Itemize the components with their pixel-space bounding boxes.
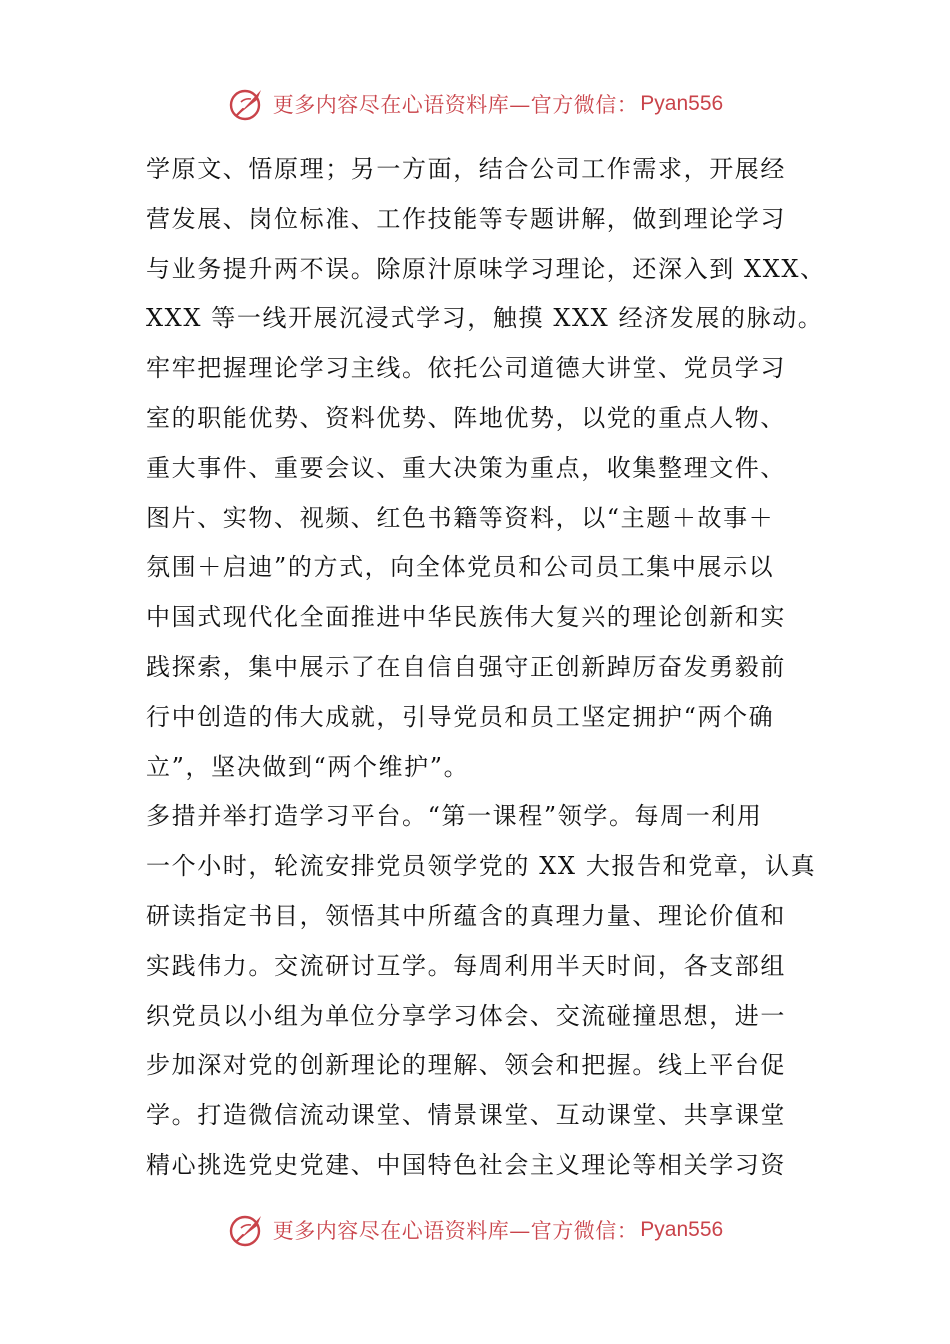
body-line: 重大事件、重要会议、重大决策为重点，收集整理文件、 [146, 453, 786, 482]
body-line: 精心挑选党史党建、中国特色社会主义理论等相关学习资 [146, 1150, 786, 1179]
header-brand-text: 更多内容尽在心语资料库—官方微信： [272, 93, 639, 117]
body-line: 研读指定书目，领悟其中所蕴含的真理力量、理论价值和 [146, 901, 786, 930]
body-line: 实践伟力。交流研讨互学。每周利用半天时间，各支部组 [146, 951, 786, 980]
body-line: 室的职能优势、资料优势、阵地优势，以党的重点人物、 [146, 403, 786, 432]
body-line: 氛围＋启迪”的方式，向全体党员和公司员工集中展示以 [146, 553, 775, 582]
body-line: 立”，坚决做到“两个维护”。 [146, 752, 470, 781]
body-line: 营发展、岗位标准、工作技能等专题讲解，做到理论学习 [146, 204, 786, 233]
quill-logo-icon [227, 1210, 267, 1250]
quill-logo-icon [227, 84, 267, 124]
footer-wechat-id: Pyan556 [640, 1218, 724, 1241]
header-wechat-id: Pyan556 [640, 92, 724, 115]
body-line: XXX 等一线开展沉浸式学习，触摸 XXX 经济发展的脉动。 [146, 304, 824, 333]
body-line: 图片、实物、视频、红色书籍等资料，以“主题＋故事＋ [146, 503, 775, 532]
body-line: 步加深对党的创新理论的理解、领会和把握。线上平台促 [146, 1051, 786, 1080]
body-line: 行中创造的伟大成就，引导党员和员工坚定拥护“两个确 [146, 702, 775, 731]
footer-banner [0, 1208, 950, 1252]
body-line: 中国式现代化全面推进中华民族伟大复兴的理论创新和实 [146, 603, 786, 632]
body-line: 学。打造微信流动课堂、情景课堂、互动课堂、共享课堂 [146, 1101, 786, 1130]
body-line: 一个小时，轮流安排党员领学党的 XX 大报告和党章，认真 [146, 852, 817, 881]
document-body [146, 145, 826, 1191]
body-line: 织党员以小组为单位分享学习体会、交流碰撞思想，进一 [146, 1001, 786, 1030]
body-line: 与业务提升两不误。除原汁原味学习理论，还深入到 XXX、 [146, 254, 826, 283]
footer-brand-text: 更多内容尽在心语资料库—官方微信： [272, 1219, 639, 1243]
body-line: 牢牢把握理论学习主线。依托公司道德大讲堂、党员学习 [146, 354, 786, 383]
body-line: 多措并举打造学习平台。“第一课程”领学。每周一利用 [146, 802, 763, 831]
body-line: 学原文、悟原理；另一方面，结合公司工作需求，开展经 [146, 155, 786, 183]
header-banner [0, 82, 950, 126]
body-line: 践探索，集中展示了在自信自强守正创新踔厉奋发勇毅前 [146, 652, 786, 681]
